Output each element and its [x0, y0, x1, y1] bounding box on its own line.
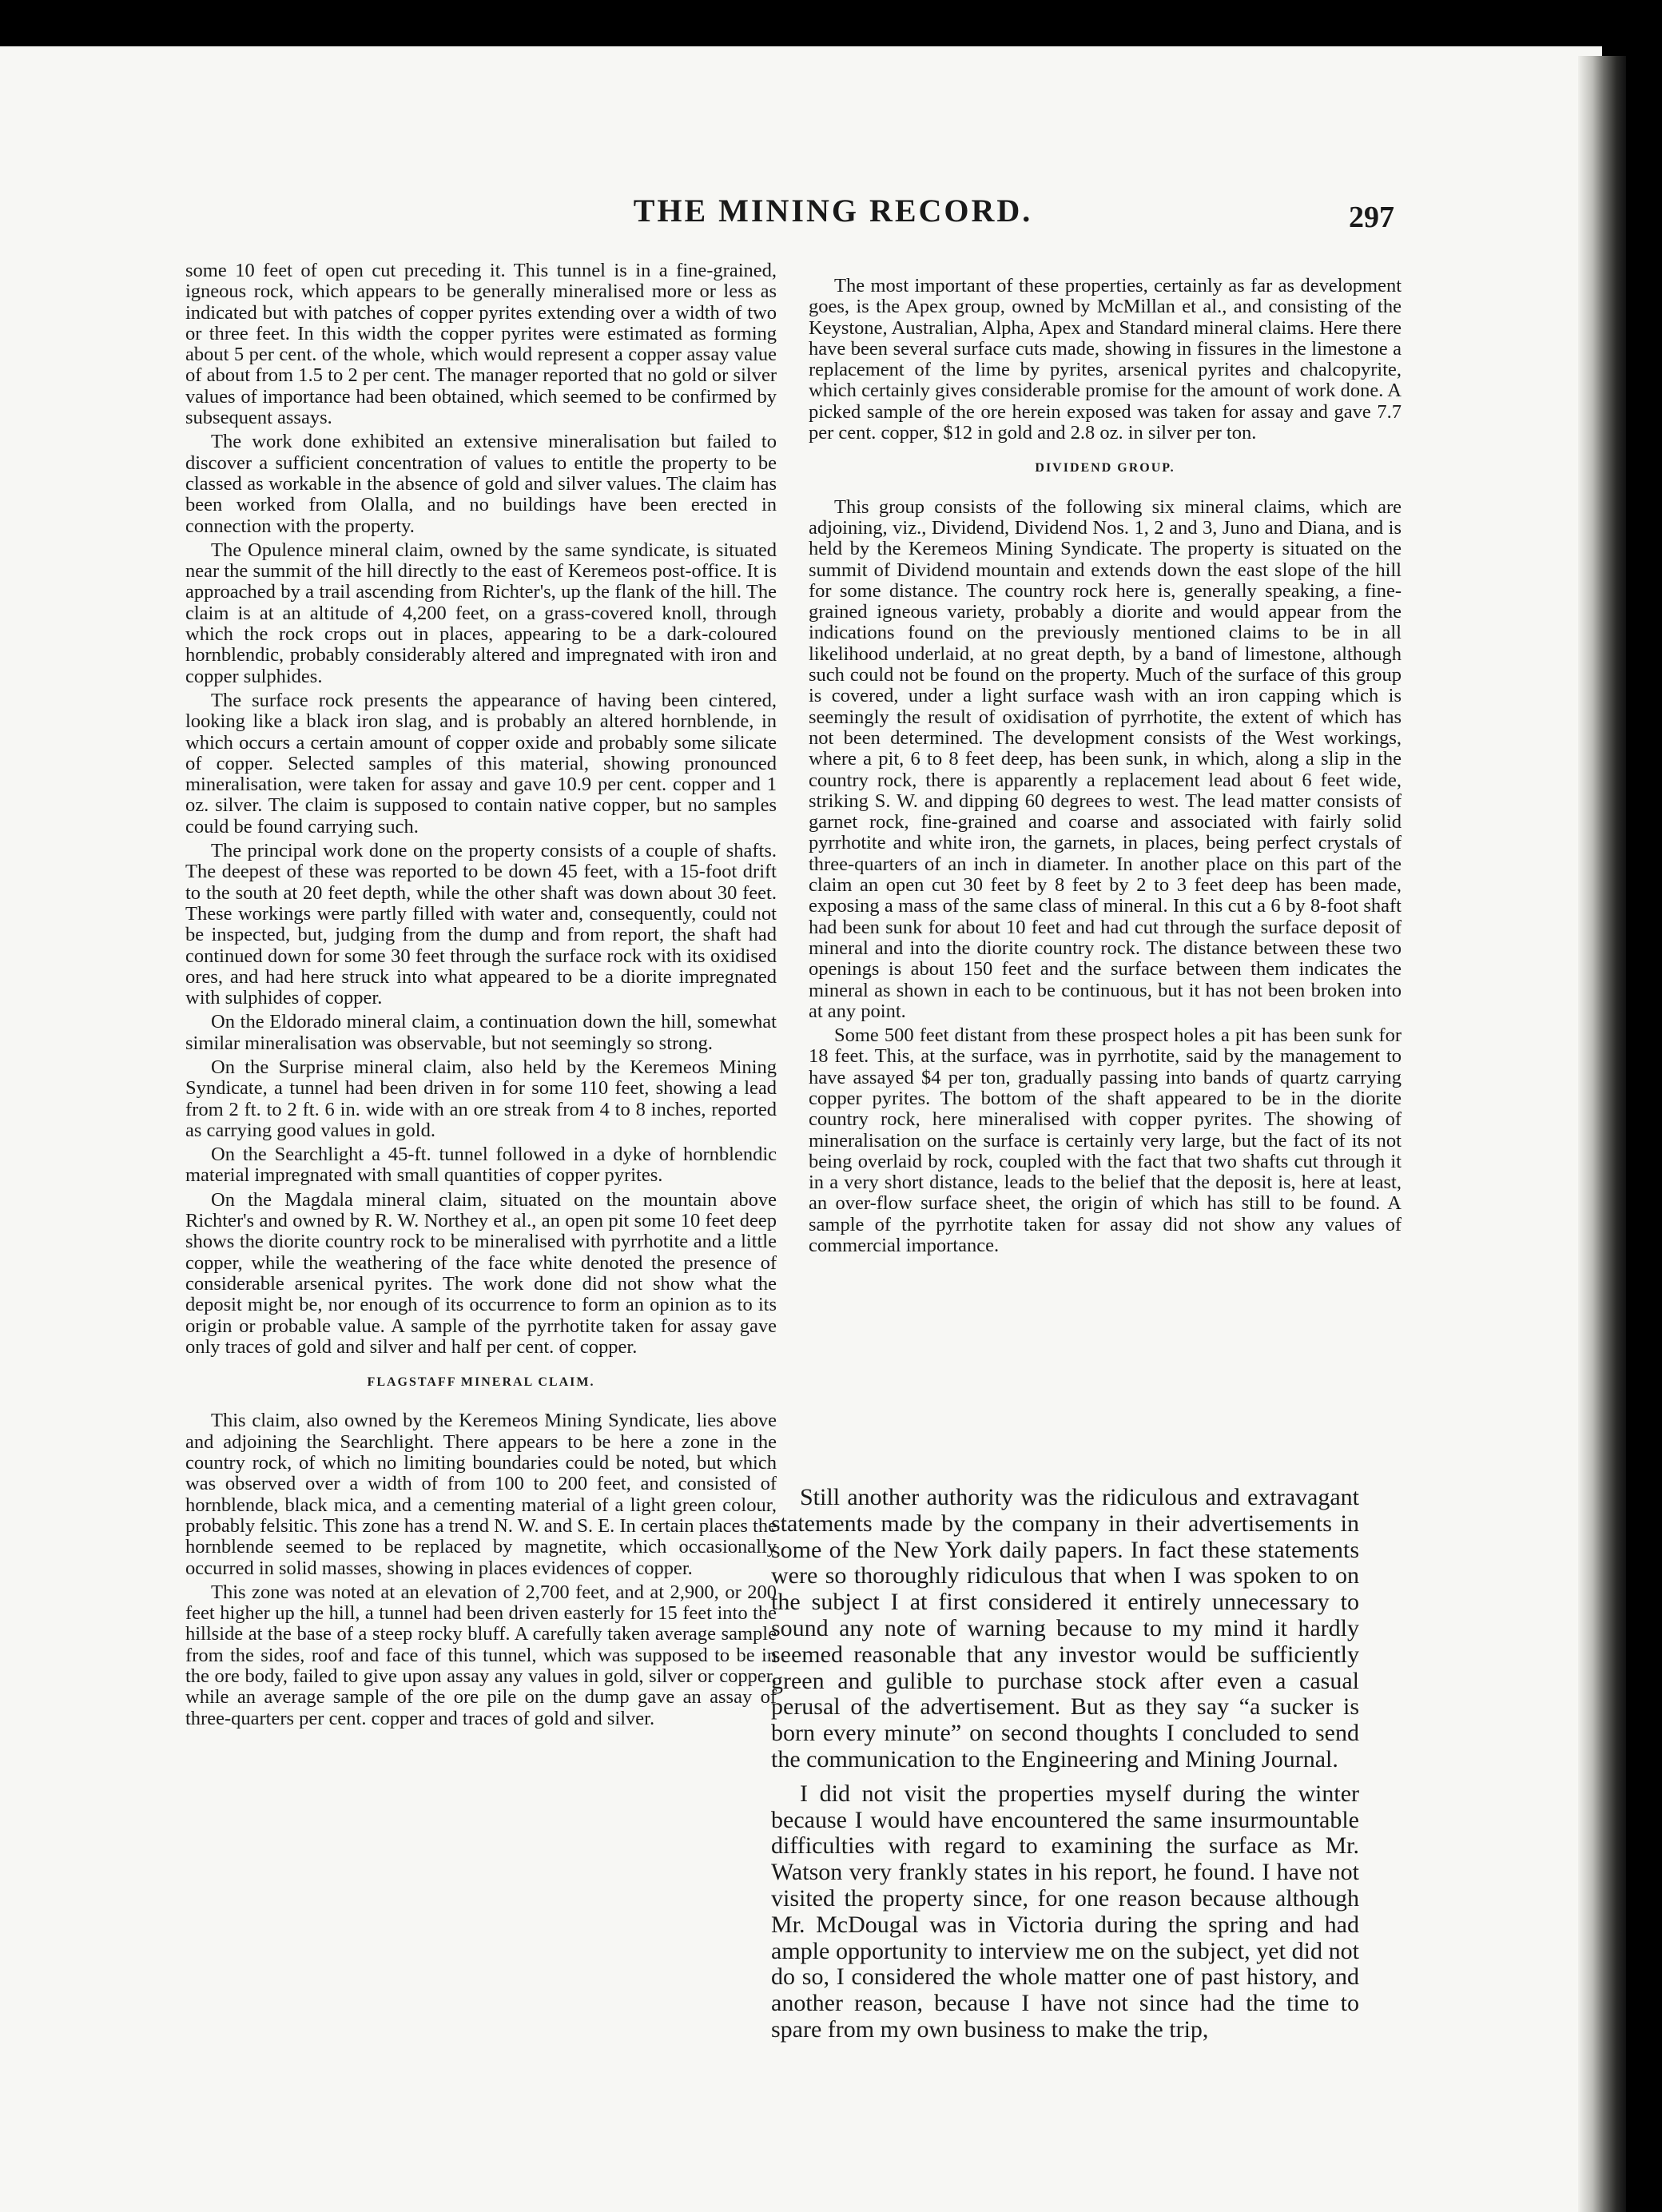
paragraph: The surface rock presents the appearance of having been cintered, looking like a black iron slag, and is probably an altered hornblende, in which occurs a certain amount of copper oxide and probably some silicate of copper. Selected samples of this material, showing pronounced mineralisation, were taken for assay and gave 10.9 per cent. copper and 1 oz. silver. The claim is supposed to contain native copper, but no samples could be found carrying such. — [185, 689, 777, 837]
paragraph: The work done exhibited an extensive mineralisation but failed to discover a sufficient concentration of values to entitle the property to be classed as workable in the absence of gold and silver values. The claim has been worked from Olalla, and no buildings have been erected in connection with the property. — [185, 431, 777, 537]
section-heading: DIVIDEND GROUP. — [1035, 461, 1175, 475]
paragraph: Some 500 feet distant from these prospect holes a pit has been sunk for 18 feet. This, at the surface, was in pyrrhotite, said by the management to have assayed $4 per ton, gradually passing into bands of quartz carrying copper pyrites. The bottom of the shaft appeared to be in the diorite country rock, here mineralised with copper pyrites. The showing of mineralisation on the surface is certainly very large, but the fact of its not being overlaid by rock, coupled with the fact that two shafts cut through it in a very short distance, leads to the belief that the deposit is, here at least, an over-flow surface sheet, the origin of which has still to be found. A sample of the pyrrhotite taken for assay did not show any values of commercial importance. — [809, 1024, 1402, 1257]
paragraph: I did not visit the properties myself during the winter because I would have encountered the same insurmountable difficulties with regard to examining the surface as Mr. Watson very frankly states in his report, he found. I have not visited the property since, for one reason because although Mr. McDougal was in Victoria during the spring and had ample opportunity to interview me on the subject, yet did not do so, I considered the whole matter one of past history, and another reason, because I have not since had the time to spare from my own business to make the trip, — [771, 1780, 1359, 2043]
paragraph: On the Surprise mineral claim, also held by the Keremeos Mining Syndicate, a tunnel had been driven in for some 110 feet, showing a lead from 2 ft. to 2 ft. 6 in. wide with an ore streak from 4 to 8 inches, reported as carrying good values in gold. — [185, 1056, 777, 1141]
book-spine-edge — [1578, 56, 1626, 2212]
paragraph: This group consists of the following six mineral claims, which are adjoining, viz., Dividend, Dividend Nos. 1, 2 and 3, Juno and Diana, and is held by the Keremeos Mining Syndicate. The property is situated on the summit of Dividend mountain and extends down the east slope of the hill for some distance. The country rock here is, generally speaking, a fine-grained igneous variety, probably a diorite and would appear from the indications found on the previously mentioned claims to be in all likelihood underlaid, at no great depth, by a band of limestone, although such could not be found on the property. Much of the surface of this group is covered, under a light surface wash with an iron capping which is seemingly the result of oxidisation of pyrrhotite, the extent of which has not been determined. The development consists of the West workings, where a pit, 6 to 8 feet deep, has been sunk, in which, along a slip in the country rock, there is apparently a replacement lead about 6 feet wide, striking S. W. and dipping 60 degrees to west. The lead matter consists of garnet rock, fine-grained and coarse and associated with fairly solid pyrrhotite and white iron, the garnets, in places, being perfect crystals of three-quarters of an inch in diameter. In another place on this part of the claim an open cut 30 feet by 8 feet by 2 to 3 feet deep has been made, exposing a mass of the same class of mineral. In this cut a 6 by 8-foot shaft had been sunk for about 10 feet and had cut through the surface deposit of mineral and into the diorite country rock. The distance between these two openings is about 150 feet and the surface between them indicates the mineral as shown in each to be continuous, but it has not been broken into at any point. — [809, 495, 1402, 1022]
paragraph: On the Eldorado mineral claim, a continuation down the hill, somewhat similar mineralisation was observable, but not seemingly so strong. — [185, 1011, 777, 1054]
page-number: 297 — [1349, 201, 1394, 234]
paragraph: This zone was noted at an elevation of 2,700 feet, and at 2,900, or 200 feet higher up the hill, a tunnel had been driven easterly for 15 feet into the hillside at the base of a steep rocky bluff. A carefully taken average sample from the sides, roof and face of this tunnel, which was supposed to be in the ore body, failed to give upon assay any values in gold, silver or copper, while an average sample of the ore pile on the dump gave an assay of three-quarters per cent. copper and traces of gold and silver. — [185, 1581, 777, 1729]
paragraph: The principal work done on the property consists of a couple of shafts. The deepest of these was reported to be down 45 feet, with a 15-foot drift to the south at 20 feet depth, while the other shaft was down about 30 feet. These workings were partly filled with water and, consequently, could not be inspected, but, judging from the dump and from report, the shaft had continued down for some 30 feet through the surface rock with its oxidised ores, and had here struck into what appeared to be a diorite impregnated with sulphides of copper. — [185, 840, 777, 1009]
paragraph: The most important of these properties, certainly as far as development goes, is the Apex group, owned by McMillan et al., and consisting of the Keystone, Australian, Alpha, Apex and Standard mineral claims. Here there have been several surface cuts made, showing in fissures in the limestone a replacement of the lime by pyrites, arsenical pyrites and chalcopyrite, which certainly gives considerable promise for the amount of work done. A picked sample of the ore herein exposed was taken for assay and gave 7.7 per cent. copper, $12 in gold and 2.8 oz. in silver per ton. — [809, 275, 1402, 444]
paragraph: The Opulence mineral claim, owned by the same syndicate, is situated near the summit of the hill directly to the east of Keremeos post-office. It is approached by a trail ascending from Richter's, up the flank of the hill. The claim is at an altitude of 4,200 feet, on a grass-covered knoll, through which the rock crops out in places, appearing to be a dark-coloured hornblendic, probably considerably altered and impregnated with iron and copper sulphides. — [185, 539, 777, 687]
right-column — [809, 276, 1402, 1259]
left-column — [185, 261, 777, 1733]
running-head: THE MINING RECORD. — [633, 193, 1033, 229]
paragraph: Still another authority was the ridiculous and extravagant statements made by the company in their advertisements in some of the New York daily papers. In fact these statements were so thoroughly ridiculous that when I was spoken to on the subject I at first considered it entirely unnecessary to sound any note of warning because to my mind it hardly seemed reasonable that any investor would be sufficiently green and gulible to purchase stock after even a casual perusal of the advertisement. But as they say “a sucker is born every minute” on second thoughts I concluded to send the communication to the Engineering and Mining Journal. — [771, 1484, 1359, 1772]
paragraph: some 10 feet of open cut preceding it. This tunnel is in a fine-grained, igneous rock, which appears to be generally mineralised more or less as indicated but with patches of copper pyrites extending over a width of two or three feet. In this width the copper pyrites were estimated as forming about 5 per cent. of the whole, which would represent a copper assay value of about from 1.5 to 2 per cent. The manager reported that no gold or silver values of importance had been obtained, which seemed to be confirmed by subsequent assays. — [185, 260, 777, 429]
section-heading: FLAGSTAFF MINERAL CLAIM. — [367, 1375, 595, 1390]
right-column-large-type — [771, 1485, 1359, 2051]
paragraph: On the Searchlight a 45-ft. tunnel followed in a dyke of hornblendic material impregnated with small quantities of copper pyrites. — [185, 1144, 777, 1187]
paragraph: This claim, also owned by the Keremeos Mining Syndicate, lies above and adjoining the Searchlight. There appears to be here a zone in the country rock, of which no limiting boundaries could be noted, but which was observed over a width of from 100 to 200 feet, and consisted of hornblende, black mica, and a cementing material of a light green colour, probably felsitic. This zone has a trend N. W. and S. E. In certain places the hornblende seemed to be replaced by magnetite, which occasionally occurred in solid masses, showing in places evidences of copper. — [185, 1410, 777, 1579]
paragraph: On the Magdala mineral claim, situated on the mountain above Richter's and owned by R. W. Northey et al., an open pit some 10 feet deep shows the diorite country rock to be mineralised with pyrrhotite and a little copper, while the weathering of the face white denoted the presence of considerable arsenical pyrites. The work done did not show what the deposit might be, nor enough of its occurrence to form an opinion as to its origin or probable value. A sample of the pyrrhotite taken for assay gave only traces of gold and silver and half per cent. of copper. — [185, 1188, 777, 1358]
